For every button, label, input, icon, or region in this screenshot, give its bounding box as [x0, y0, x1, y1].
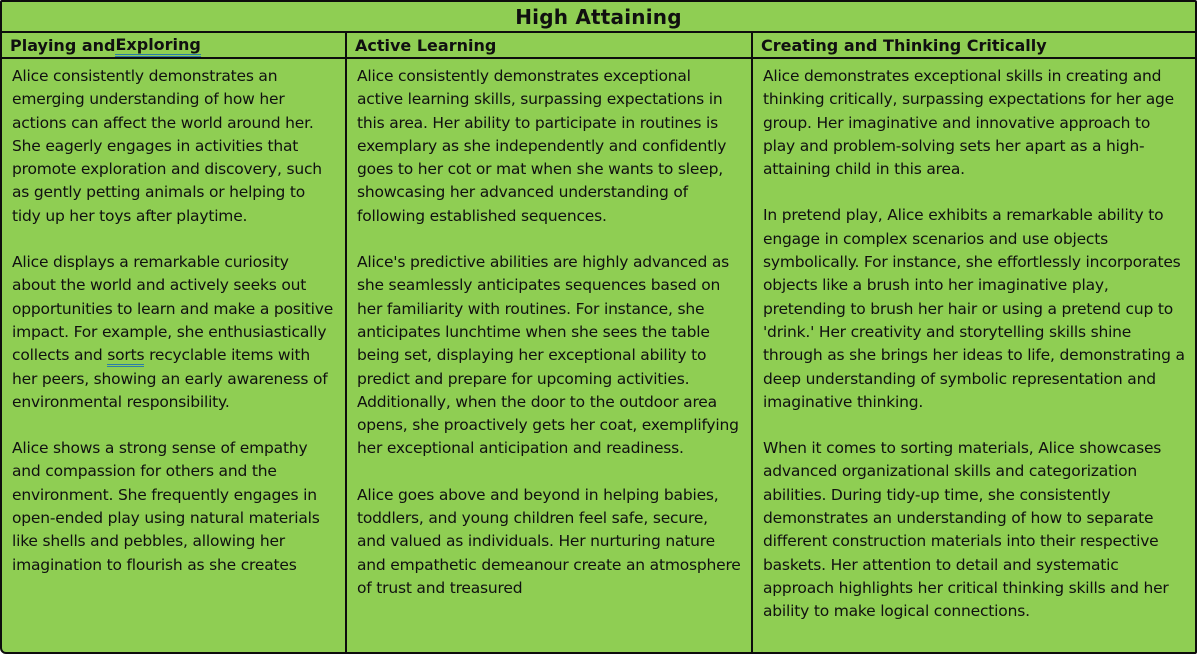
column-cell-active-learning[interactable]	[347, 59, 753, 652]
text-segment: Alice shows a strong sense of empathy and compassion for others and the environment. She frequently engages in open-ended play using natural materials like shells and pebbles, allowing her imagination to flourish as she creates	[12, 439, 320, 574]
text-segment: In pretend play, Alice exhibits a remarkable ability to engage in complex scenarios and use objects symbolically. For instance, she effortlessly incorporates objects like a brush into her imaginative play, pretending to brush her hair or using a pretend cup to 'drink.' Her creativity and storytelling skills shine through as she brings her ideas to life, demonstrating a deep understanding of symbolic representation and imaginative thinking.	[763, 206, 1185, 411]
text-segment: Alice goes above and beyond in helping babies, toddlers, and young children feel safe, secure, and valued as individuals. Her nurturing nature and empathetic demeanour create an atmosphere of trust and treasured	[357, 485, 741, 597]
column-header-playing-and-exploring[interactable]	[2, 33, 347, 57]
paragraph	[763, 65, 1185, 181]
text-segment: Playing and	[10, 36, 116, 55]
column-header-active-learning[interactable]	[347, 33, 753, 57]
grammar-underlined-word[interactable]: sorts	[107, 346, 144, 367]
text-segment: Creating and Thinking Critically	[761, 36, 1047, 55]
paragraph	[357, 484, 741, 600]
text-segment: recyclable items with her peers, showing an early awareness of environmental responsibility.	[12, 346, 328, 411]
paragraph	[12, 251, 335, 414]
text-segment: Alice consistently demonstrates an emerging understanding of how her actions can affect the world around her. She eagerly engages in activities that promote exploration and discovery, such as gently petting animals or helping to tidy up her toys after playtime.	[12, 67, 322, 225]
text-segment: Active Learning	[355, 36, 497, 55]
paragraph	[763, 204, 1185, 414]
text-segment: Alice demonstrates exceptional skills in creating and thinking critically, surpassing expectations for her age group. Her imaginative and innovative approach to play and problem-solving sets her apart as a high-attaining child in this area.	[763, 67, 1174, 179]
paragraph	[357, 251, 741, 461]
column-cell-playing-and-exploring[interactable]	[2, 59, 347, 652]
paragraph	[12, 65, 335, 228]
column-cell-creating-and-thinking-critically[interactable]	[753, 59, 1195, 652]
table-title: High Attaining	[2, 2, 1195, 33]
text-segment: When it comes to sorting materials, Alice showcases advanced organizational skills and categorization abilities. During tidy-up time, she consistently demonstrates an understanding of how to separate different construction materials into their respective baskets. Her attention to detail and systematic approach highlights her critical thinking skills and her ability to make logical connections.	[763, 439, 1169, 621]
table-body-row	[2, 59, 1195, 652]
grammar-underlined-word[interactable]: Exploring	[115, 35, 200, 57]
text-segment: Alice's predictive abilities are highly advanced as she seamlessly anticipates sequences based on her familiarity with routines. For instance, she anticipates lunchtime when she sees the table being set, displaying her exceptional ability to predict and prepare for upcoming activities. Additionally, when the door to the outdoor area opens, she proactively gets her coat, exemplifying her exceptional anticipation and readiness.	[357, 253, 739, 458]
paragraph	[357, 65, 741, 228]
paragraph	[12, 437, 335, 577]
column-header-creating-and-thinking-critically[interactable]	[753, 33, 1195, 57]
paragraph	[763, 437, 1185, 623]
text-segment: Alice displays a remarkable curiosity about the world and actively seeks out opportunities to learn and make a positive impact. For example, she enthusiastically collects and	[12, 253, 334, 365]
table-header-row	[2, 33, 1195, 59]
text-segment: Alice consistently demonstrates exceptional active learning skills, surpassing expectations in this area. Her ability to participate in routines is exemplary as she independently and confidently goes to her cot or mat when she wants to sleep, showcasing her advanced understanding of following established sequences.	[357, 67, 727, 225]
